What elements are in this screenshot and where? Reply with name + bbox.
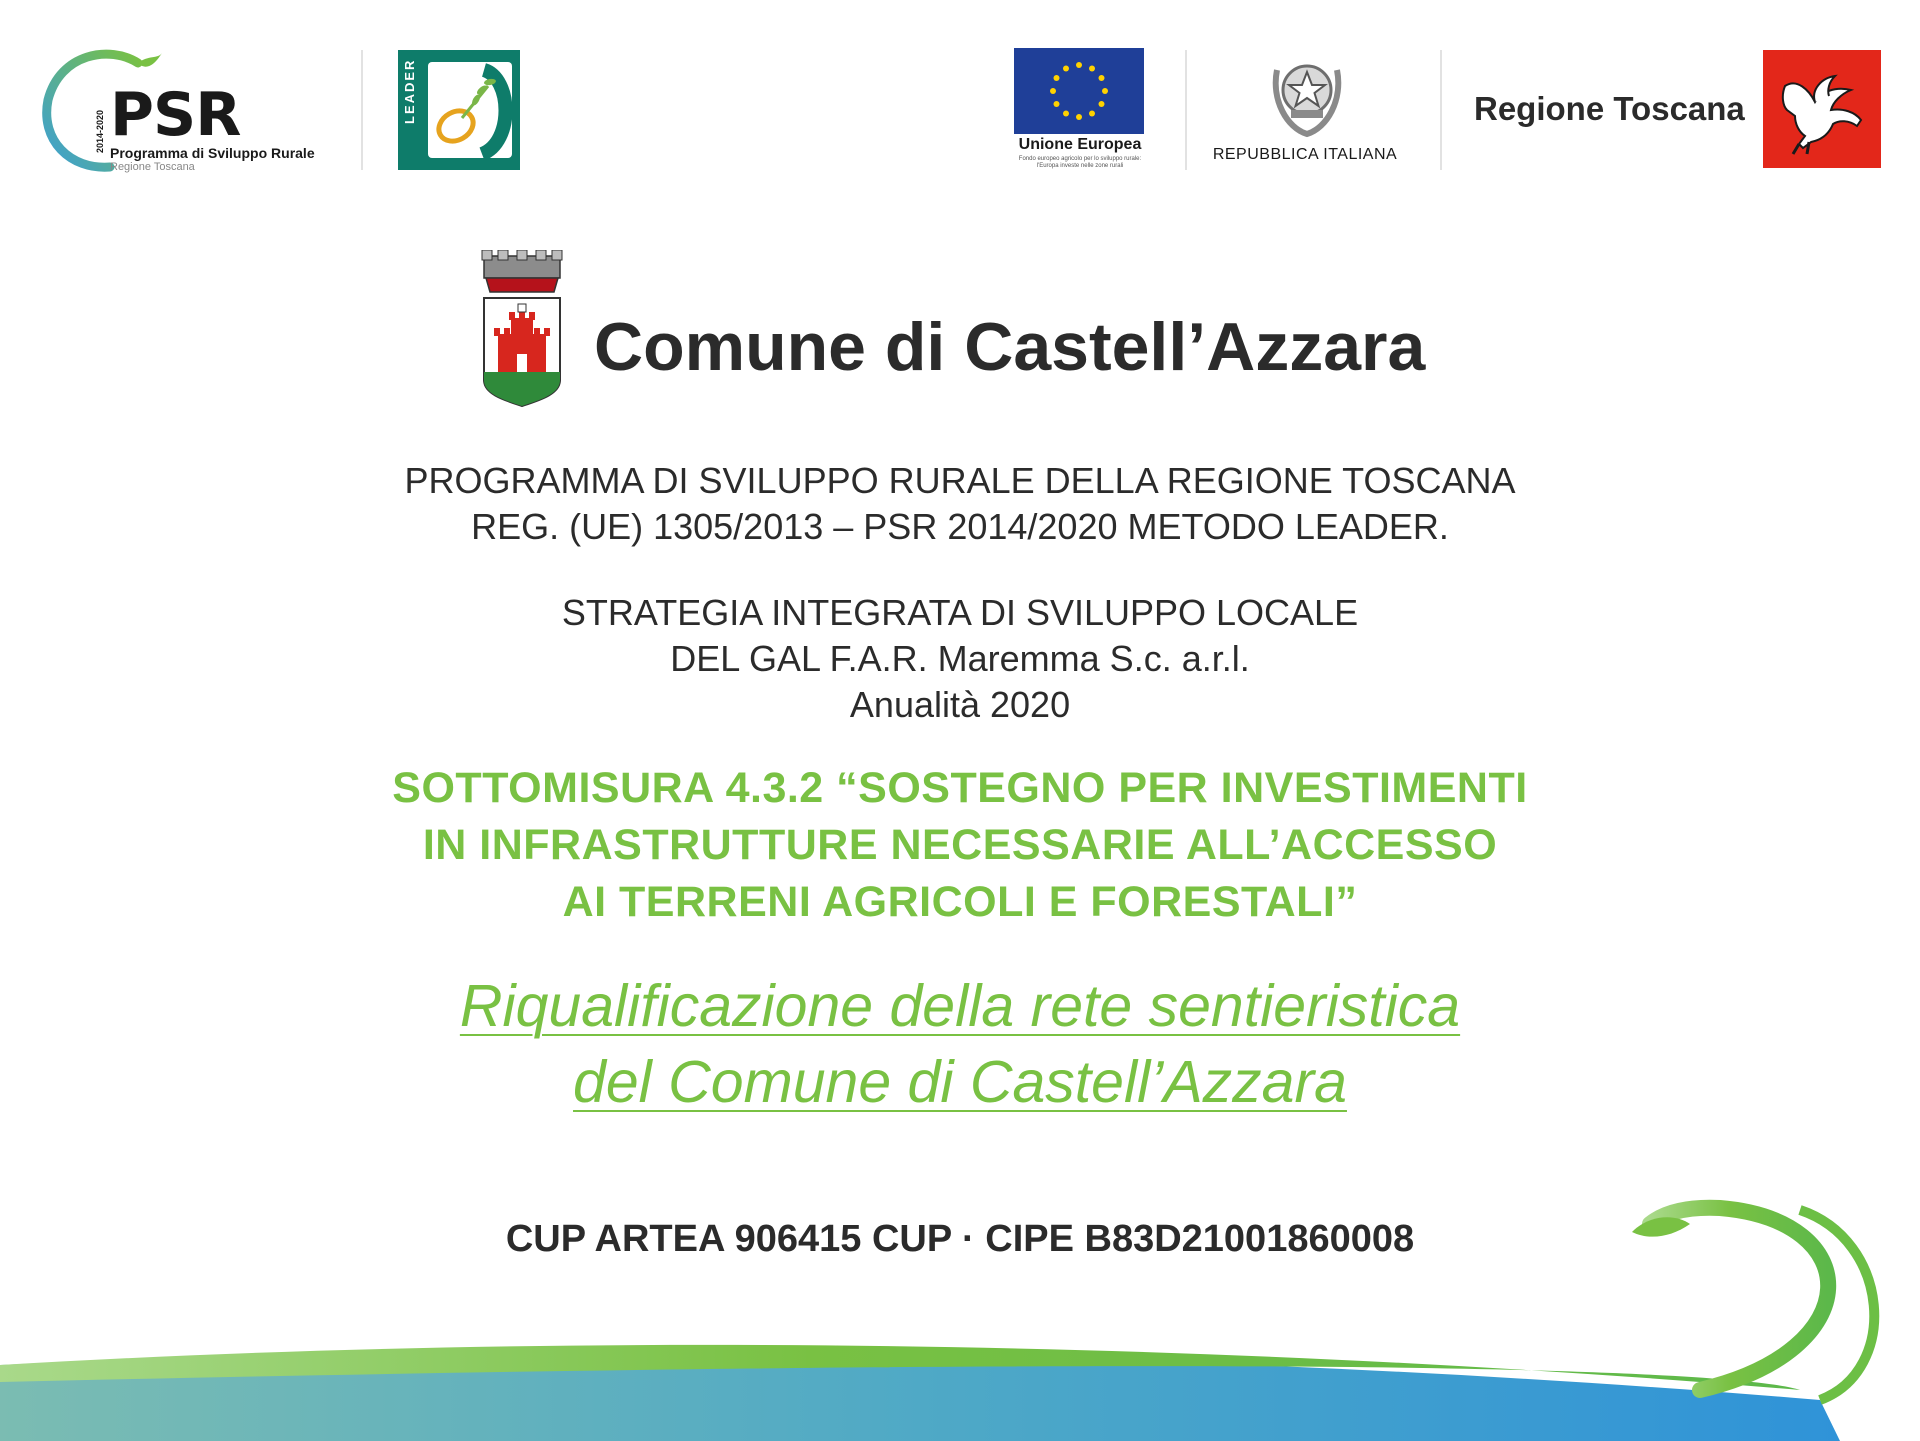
psr-years: 2014-2020 (95, 109, 105, 153)
measure-heading (0, 760, 1920, 931)
leader-seed-icon (422, 56, 518, 164)
project-title (0, 968, 1920, 1120)
eu-subtitle-2: l'Europa investe nelle zone rurali (1036, 163, 1124, 169)
measure-line-3: AI TERRENI AGRICOLI E FORESTALI” (562, 878, 1358, 926)
italy-logo (1210, 48, 1400, 170)
project-line-2: del Comune di Castell’Azzara (573, 1049, 1347, 1115)
divider (361, 50, 363, 170)
leader-logo (398, 50, 520, 170)
strategy-line-3: Anualità 2020 (849, 684, 1071, 725)
leader-label: LEADER (402, 58, 417, 124)
psr-subtitle: Programma di Sviluppo Rurale (110, 145, 315, 161)
comune-title: Comune di Castell’Azzara (594, 309, 1426, 385)
comune-coat-of-arms (478, 250, 566, 408)
divider (1440, 50, 1442, 170)
psr-region: Regione Toscana (110, 161, 195, 173)
eu-flag-icon (1014, 48, 1144, 134)
castle-coat-of-arms-icon (478, 250, 566, 408)
eu-logo (1014, 48, 1146, 170)
psr-title: PSR (110, 80, 241, 150)
measure-line-1: SOTTOMISURA 4.3.2 “SOSTEGNO PER INVESTIMENTI (392, 764, 1528, 812)
eu-subtitle-1: Fondo europeo agricolo per lo sviluppo rurale: (1018, 156, 1142, 162)
program-heading (0, 458, 1920, 550)
tuscany-flag (1763, 50, 1881, 168)
pegasus-icon (1763, 50, 1881, 168)
decorative-wave-icon (0, 1190, 1920, 1441)
italy-title: REPUBBLICA ITALIANA (1212, 146, 1398, 163)
psr-logo (40, 45, 340, 175)
strategy-line-1: STRATEGIA INTEGRATA DI SVILUPPO LOCALE (561, 592, 1359, 633)
project-line-1: Riqualificazione della rete sentieristica (459, 973, 1461, 1039)
measure-line-2: IN INFRASTRUTTURE NECESSARIE ALL’ACCESSO (422, 821, 1498, 869)
cup-code: CUP ARTEA 906415 CUP · CIPE B83D21001860008 (505, 1218, 1415, 1260)
strategy-heading (0, 590, 1920, 728)
tuscany-title: Regione Toscana (1474, 90, 1745, 127)
program-line-2: REG. (UE) 1305/2013 – PSR 2014/2020 METODO LEADER. (471, 506, 1449, 547)
italian-emblem-icon (1267, 50, 1347, 138)
strategy-line-2: DEL GAL F.A.R. Maremma S.c. a.r.l. (670, 638, 1250, 679)
divider (1185, 50, 1187, 170)
program-line-1: PROGRAMMA DI SVILUPPO RURALE DELLA REGIONE TOSCANA (404, 460, 1516, 501)
eu-title: Unione Europea (1018, 136, 1142, 153)
